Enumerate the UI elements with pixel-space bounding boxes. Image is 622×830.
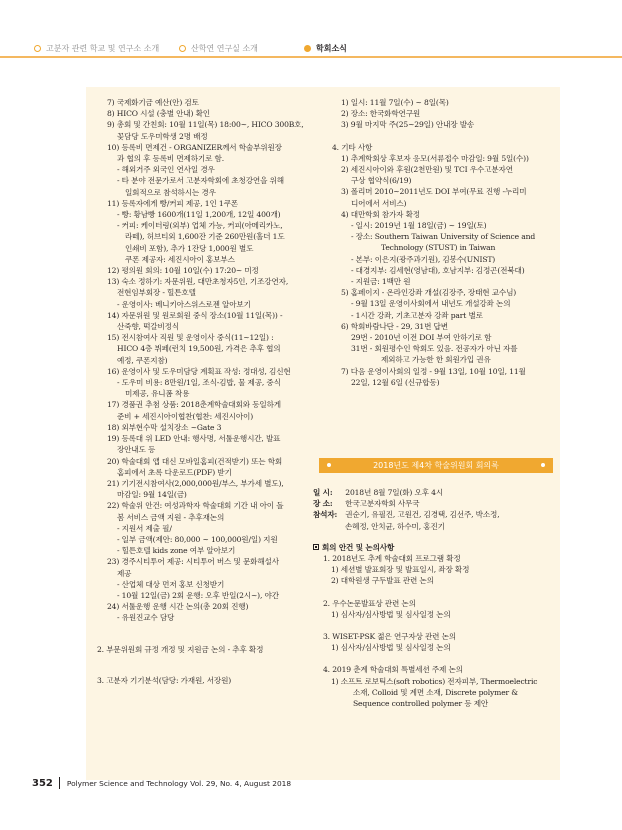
minutes-line: - 10월 12일(금) 2회 운행: 오후 반일(2시~), 야간 bbox=[117, 590, 279, 600]
agenda-line: 1. 2018년도 추계 학술대회 프로그램 확정 bbox=[323, 554, 461, 564]
nav-divider bbox=[0, 56, 622, 58]
bullet-dot-icon bbox=[541, 463, 545, 467]
minutes-line: 23) 경주시티투어 제공: 시티투어 버스 및 문화해설사 bbox=[107, 557, 279, 567]
agenda-heading: 회의 안건 및 논의사항 bbox=[322, 542, 395, 552]
agenda-line: 2. 우수논문발표상 관련 논의 bbox=[323, 598, 416, 608]
circle-bullet-icon bbox=[179, 45, 186, 52]
minutes-line: 산죽향, 떡갈비정식 bbox=[117, 322, 180, 332]
meeting-date-row bbox=[313, 487, 555, 498]
minutes-line: 준비 + 세진시아이협찬(협찬: 세진시아이) bbox=[117, 411, 254, 421]
square-bullet-icon bbox=[313, 544, 319, 550]
minutes-line: - 해외거주 외국인 연사일 경우 bbox=[117, 165, 215, 175]
minutes-line: 라떼), 허브티외 1,600잔 기준 260만원(홀더 1도 bbox=[125, 232, 285, 242]
minutes-line: HICO 4층 뷔페(런치 19,500원, 가격은 추후 협의 bbox=[117, 344, 281, 354]
minutes-line: 3) 9월 마지막 주(25~29일) 안내장 발송 bbox=[341, 120, 475, 130]
minutes-line: 6) 학회바람나단 - 29, 31번 답변 bbox=[341, 321, 448, 331]
nav-item-labs[interactable] bbox=[179, 43, 258, 54]
minutes-line: 10) 등록비 면제건 - ORGANIZER께서 학술부위원장 bbox=[107, 142, 282, 152]
agenda-line: 1) 심사자/심사방법 및 심사일정 논의 bbox=[331, 609, 451, 619]
minutes-line: - 9월 13일 운영이사회에서 내년도 개설강좌 논의 bbox=[351, 299, 511, 309]
minutes-line: 18) 외부현수막 설치장소 ~Gate 3 bbox=[107, 422, 222, 432]
minutes-line: 2) 장소: 한국화학연구원 bbox=[341, 109, 421, 119]
minutes-line: 17) 경품권 추첨 상품: 2018춘계학술대회와 동일하게 bbox=[107, 400, 281, 410]
minutes-line: - 1시간 강좌, 기초고분자 강좌 part 별로 bbox=[351, 310, 483, 320]
meeting-place-value: 한국고분자학회 사무국 bbox=[345, 499, 420, 509]
minutes-line: 8) HICO 시설 (충별 안내) 확인 bbox=[107, 109, 210, 119]
minutes-line: 예정, 쿠폰지참) bbox=[117, 355, 168, 365]
minutes-line: 24) 서툴운행 운행 시간 논의(총 20회 진행) bbox=[107, 602, 249, 612]
minutes-line: 4) 대만학회 참가자 확정 bbox=[341, 209, 420, 219]
minutes-line: 제공 bbox=[117, 568, 132, 578]
section-navigation bbox=[0, 0, 622, 64]
minutes-left-column bbox=[97, 97, 337, 686]
minutes-line: 홈피에서 초록 다운로드(PDF) 받기 bbox=[117, 467, 232, 477]
agenda-line: 4. 2019 춘계 학술대회 특별세션 주제 논의 bbox=[323, 665, 463, 675]
minutes-line: 19) 등록대 위 LED 안내: 행사명, 서툴운행시간, 발표 bbox=[107, 434, 281, 444]
minutes-line: 일회적으로 참석하시는 경우 bbox=[125, 187, 216, 197]
minutes-line: - 지원금: 1백만 원 bbox=[351, 277, 411, 287]
agenda-heading-row bbox=[313, 542, 555, 553]
minutes-line: 미제공, 유니폼 착용 bbox=[125, 389, 190, 399]
minutes-line: 21) 기기전시참여사(2,000,000원/부스, 부가세 별도), bbox=[107, 478, 284, 488]
minutes-line: - 도우미 비용: 8만원/1일, 조식-김밥, 물 제공, 중식 bbox=[117, 378, 281, 388]
nav-item-label: 학회소식 bbox=[316, 44, 347, 53]
minutes-line: 디어에서 서비스) bbox=[351, 198, 407, 208]
agenda-line: 1) 심사자/심사방법 및 심사일정 논의 bbox=[331, 643, 451, 653]
minutes-line: 20) 학술대회 앱 대신 모바일홈피(건적받기) 또는 학회 bbox=[107, 456, 283, 466]
agenda-line: 3. WISET-PSK 젊은 연구자상 관련 논의 bbox=[323, 632, 456, 642]
minutes-line: 7) 다음 운영이사회의 일정 - 9월 13일, 10월 10일, 11월 bbox=[341, 366, 526, 376]
minutes-line: - 유원진교수 담당 bbox=[117, 613, 175, 623]
nav-item-label: 고분자 관련 학교 및 연구소 소개 bbox=[46, 44, 160, 53]
minutes-line: 꽃담당 도우미학생 2명 배정 bbox=[117, 131, 208, 141]
minutes-line: - 힐튼호텔 kids zone 여부 알아보기 bbox=[117, 546, 236, 556]
minutes-right-column bbox=[332, 97, 553, 388]
minutes-line: 4. 기타 사항 bbox=[332, 142, 373, 152]
minutes-line: 봄 서비스 금액 지원 - 추후재논의 bbox=[117, 512, 225, 522]
page-number: 352 bbox=[32, 777, 53, 789]
nav-item-label: 산학연 연구실 소개 bbox=[191, 44, 258, 53]
minutes-line: - 빵: 황남빵 1600개(11일 1,200개, 12일 400개) bbox=[117, 210, 281, 220]
minutes-line: - 산업체 대상 먼저 홍보 신청받기 bbox=[117, 579, 225, 589]
minutes-line: - 일시: 2019년 1월 18일(금) ~ 19일(토) bbox=[351, 221, 487, 231]
minutes-line: 과 협의 후 등록비 면제하기로 함. bbox=[117, 154, 224, 164]
minutes-line: - 장소: Southern Taiwan University of Science and bbox=[351, 232, 536, 242]
minutes-line: - 대경지부: 김세현(영남대), 호남지부: 김정곤(전북대) bbox=[351, 265, 525, 275]
nav-item-schools[interactable] bbox=[34, 43, 159, 54]
minutes-line: Technology (STUST) in Taiwan bbox=[381, 243, 496, 253]
minutes-line: 9) 총회 및 간친회: 10월 11일(목) 18:00~, HICO 300B호, bbox=[107, 120, 304, 130]
minutes-line: 29번 - 2010년 이전 DOI 부여 안하기로 함 bbox=[351, 333, 492, 343]
meeting-attendees-row bbox=[313, 509, 555, 520]
minutes-line: - 커피: 케이터링(외부) 업체 가능, 커피(아메리카노, bbox=[117, 221, 283, 231]
minutes-line: 22) 학술위 안건: 여성과학자 학술대회 기간 내 아이 돌 bbox=[107, 501, 284, 511]
journal-citation: Polymer Science and Technology Vol. 29, No. 4, August 2018 bbox=[66, 778, 292, 788]
minutes-line: - 일부 금액(제안: 80,000 ~ 100,000원/일) 지원 bbox=[117, 534, 278, 544]
minutes-line: 31번 - 회원평수인 학회도 있음. 전공자가 아닌 자를 bbox=[351, 344, 518, 354]
minutes-line: 구상 협약식(6/19) bbox=[351, 176, 412, 186]
meeting-place-label: 장 소: bbox=[313, 499, 333, 509]
minutes-line: 2) 세진시아이와 후원(2천만원) 및 TCI 우수고분자연 bbox=[341, 165, 513, 175]
circle-bullet-icon bbox=[34, 45, 41, 52]
meeting-date-label: 일 시: bbox=[313, 488, 333, 497]
bullet-dot-icon bbox=[327, 463, 331, 467]
agenda-line: 1) 세션별 발표회장 및 발표일시, 좌장 확정 bbox=[331, 565, 470, 575]
meeting-details bbox=[313, 487, 555, 709]
minutes-line: - 본부: 이은지(광주과기원), 김봉수(UNIST) bbox=[351, 254, 496, 264]
meeting-attendees-label: 참석자: bbox=[313, 510, 338, 520]
minutes-line: 전현임부회장 - 힐튼호텔 bbox=[117, 288, 196, 298]
minutes-line: 12) 평의원 회의: 10월 10일(수) 17:20~ 미정 bbox=[107, 266, 259, 276]
meeting-attendees-value: 권순기, 유필진, 고원건, 김경택, 김선주, 박소정, bbox=[345, 510, 500, 520]
minutes-line: 14) 자문위원 및 원로회원 중식 장소(10월 11일(목)) - bbox=[107, 310, 283, 320]
meeting-banner-title: 2018년도 제4차 학술위원회 회의록 bbox=[373, 461, 499, 470]
agenda-line: Sequence controlled polymer 등 제안 bbox=[353, 699, 489, 709]
nav-item-society-news[interactable] bbox=[304, 43, 347, 54]
minutes-line: 1) 일시: 11월 7일(수) ~ 8일(목) bbox=[341, 98, 449, 107]
minutes-line: 마감일: 9월 14일(금) bbox=[117, 490, 187, 500]
agenda-line: 소재, Colloid 및 계면 소재, Discrete polymer & bbox=[353, 687, 518, 697]
minutes-line: 1) 추계학회상 후보자 응모(서류접수 마감일: 9월 5일(수)) bbox=[341, 153, 529, 163]
minutes-line: 15) 전시참여사 직원 및 운영이사 중식(11~12일) : bbox=[107, 333, 274, 343]
minutes-line: 7) 국제화기금 예산(안) 검토 bbox=[107, 98, 199, 107]
minutes-line: 3) 폴리머 2010~2011년도 DOI 부여(무료 진행 -누리미 bbox=[341, 187, 527, 197]
page-footer bbox=[32, 776, 291, 790]
minutes-line: 16) 운영이사 및 도우미담당 계획표 작성: 정대성, 김신현 bbox=[107, 366, 291, 376]
minutes-line: 장안내도 등 bbox=[117, 445, 156, 455]
minutes-line: 3. 고분자 기기분석(담당: 가재원, 서장원) bbox=[97, 675, 232, 685]
circle-bullet-icon bbox=[304, 45, 311, 52]
meeting-date-value: 2018년 8월 7일(화) 오후 4시 bbox=[345, 488, 444, 497]
meeting-banner bbox=[319, 458, 553, 473]
minutes-line: 2. 부문위원회 규정 개정 및 지원금 논의 - 추후 확정 bbox=[97, 644, 264, 654]
agenda-line: 2) 대학원생 구두발표 관련 논의 bbox=[331, 576, 434, 586]
minutes-line: - 운영이사: 베니키아스위스로젠 알아보기 bbox=[117, 299, 251, 309]
minutes-line: - 타 분야 전문가로서 고분자학회에 초청강연을 위해 bbox=[117, 176, 284, 186]
meeting-attendees-continued: 손혜정, 안치균, 하수미, 홍진기 bbox=[345, 521, 445, 531]
minutes-line: 22일, 12월 6일 (신규합동) bbox=[351, 377, 440, 387]
minutes-line: 5) 홈페이지 - 온라인강좌 개설(김장주, 장태현 교수님) bbox=[341, 288, 517, 298]
minutes-line: 13) 숙소 정하기: 자문위원, 대만초청자5인, 기조강연자, bbox=[107, 277, 289, 287]
minutes-line: - 지원서 제출 필/ bbox=[117, 523, 172, 533]
agenda-line: 1) 소프트 로보틱스(soft robotics) 전자피부, Thermoelectric bbox=[331, 676, 538, 686]
minutes-line: 인쇄비 포함), 추가 1잔당 1,000원 별도 bbox=[125, 243, 254, 253]
meeting-place-row bbox=[313, 498, 555, 509]
minutes-line: 쿠폰 제공자: 세진시아이 홍보부스 bbox=[125, 254, 235, 264]
minutes-line: 제외하고 가능한 한 회원가입 권유 bbox=[381, 355, 491, 365]
footer-divider bbox=[59, 777, 60, 789]
minutes-line: 11) 등록자에게 빵/커피 제공, 1인 1쿠폰 bbox=[107, 198, 238, 208]
